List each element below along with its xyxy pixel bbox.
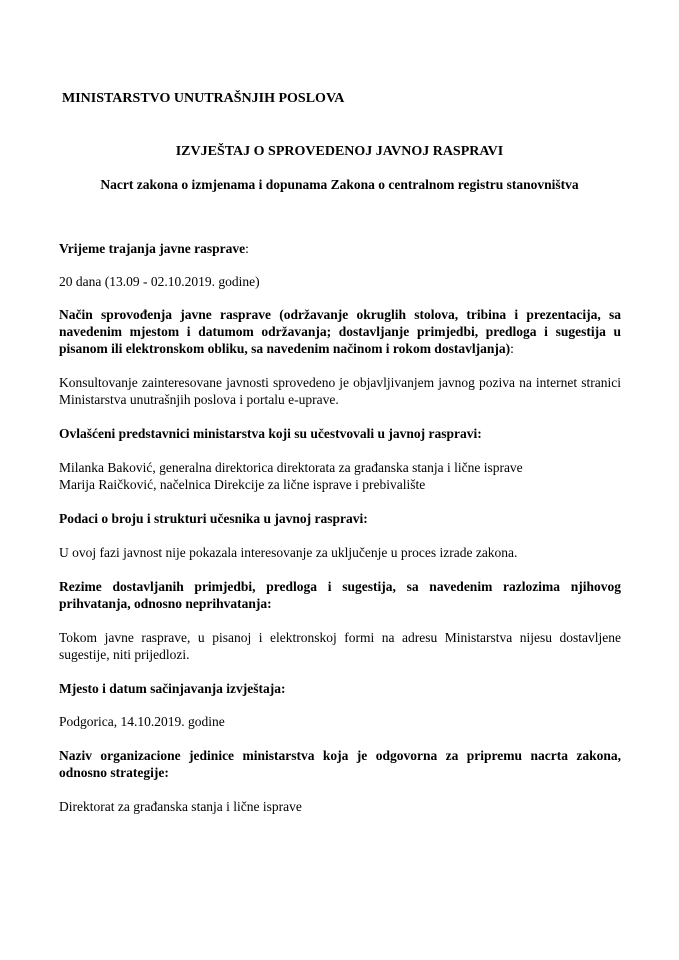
- place-date-heading: Mjesto i datum sačinjavanja izvještaja:: [59, 681, 286, 696]
- method-value: Konsultovanje zainteresovane javnosti sprovedeno je objavljivanjem javnog poziva na internet stranici Ministarstva unutrašnjih poslova i portalu e-uprave.: [59, 375, 621, 407]
- place-date-value: Podgorica, 14.10.2019. godine: [59, 714, 225, 729]
- duration-heading: [59, 240, 621, 257]
- report-subject: Nacrt zakona o izmjenama i dopunama Zakona o centralnom registru stanovništva: [100, 177, 579, 192]
- method-heading-colon: :: [510, 341, 514, 356]
- ministry-name: MINISTARSTVO UNUTRAŠNJIH POSLOVA: [62, 91, 345, 106]
- participants-value: U ovoj fazi javnost nije pokazala interesovanje za uključenje u proces izrade zakona.: [59, 545, 518, 560]
- method-heading-text: Način sprovođenja javne rasprave (održavanje okruglih stolova, tribina i prezentacija, sa navedenim mjestom i datumom održavanja; dostavljanje primjedbi, predloga i sugestija u pisanom ili elektronskom obliku, sa navedenim načinom i rokom dostavljanja): [59, 307, 621, 356]
- report-title: IZVJEŠTAJ O SPROVEDENOJ JAVNOJ RASPRAVI: [175, 144, 504, 159]
- duration-heading-text: Vrijeme trajanja javne rasprave: [59, 241, 246, 256]
- participants-heading: Podaci o broju i strukturi učesnika u javnoj raspravi:: [59, 511, 368, 526]
- representatives-list: [59, 459, 621, 493]
- representative-item: Milanka Baković, generalna direktorica direktorata za građanska stanja i lične isprave: [59, 460, 523, 475]
- duration-heading-colon: :: [245, 241, 249, 256]
- representative-item: Marija Raičković, načelnica Direkcije za lične isprave i prebivalište: [59, 477, 426, 492]
- method-heading: [59, 306, 621, 357]
- summary-value: Tokom javne rasprave, u pisanoj i elektronskoj formi na adresu Ministarstva nijesu dostavljene sugestije, niti prijedlozi.: [59, 630, 621, 662]
- summary-heading: Rezime dostavljanih primjedbi, predloga i sugestija, sa navedenim razlozima njihovog prihvatanja, odnosno neprihvatanja:: [59, 579, 621, 611]
- duration-value: 20 dana (13.09 - 02.10.2019. godine): [59, 274, 260, 289]
- representatives-heading: Ovlašćeni predstavnici ministarstva koji su učestvovali u javnoj raspravi:: [59, 426, 482, 441]
- responsible-unit-value: Direktorat za građanska stanja i lične isprave: [59, 799, 302, 814]
- responsible-unit-heading: Naziv organizacione jedinice ministarstva koja je odgovorna za pripremu nacrta zakona, odnosno strategije:: [59, 748, 621, 780]
